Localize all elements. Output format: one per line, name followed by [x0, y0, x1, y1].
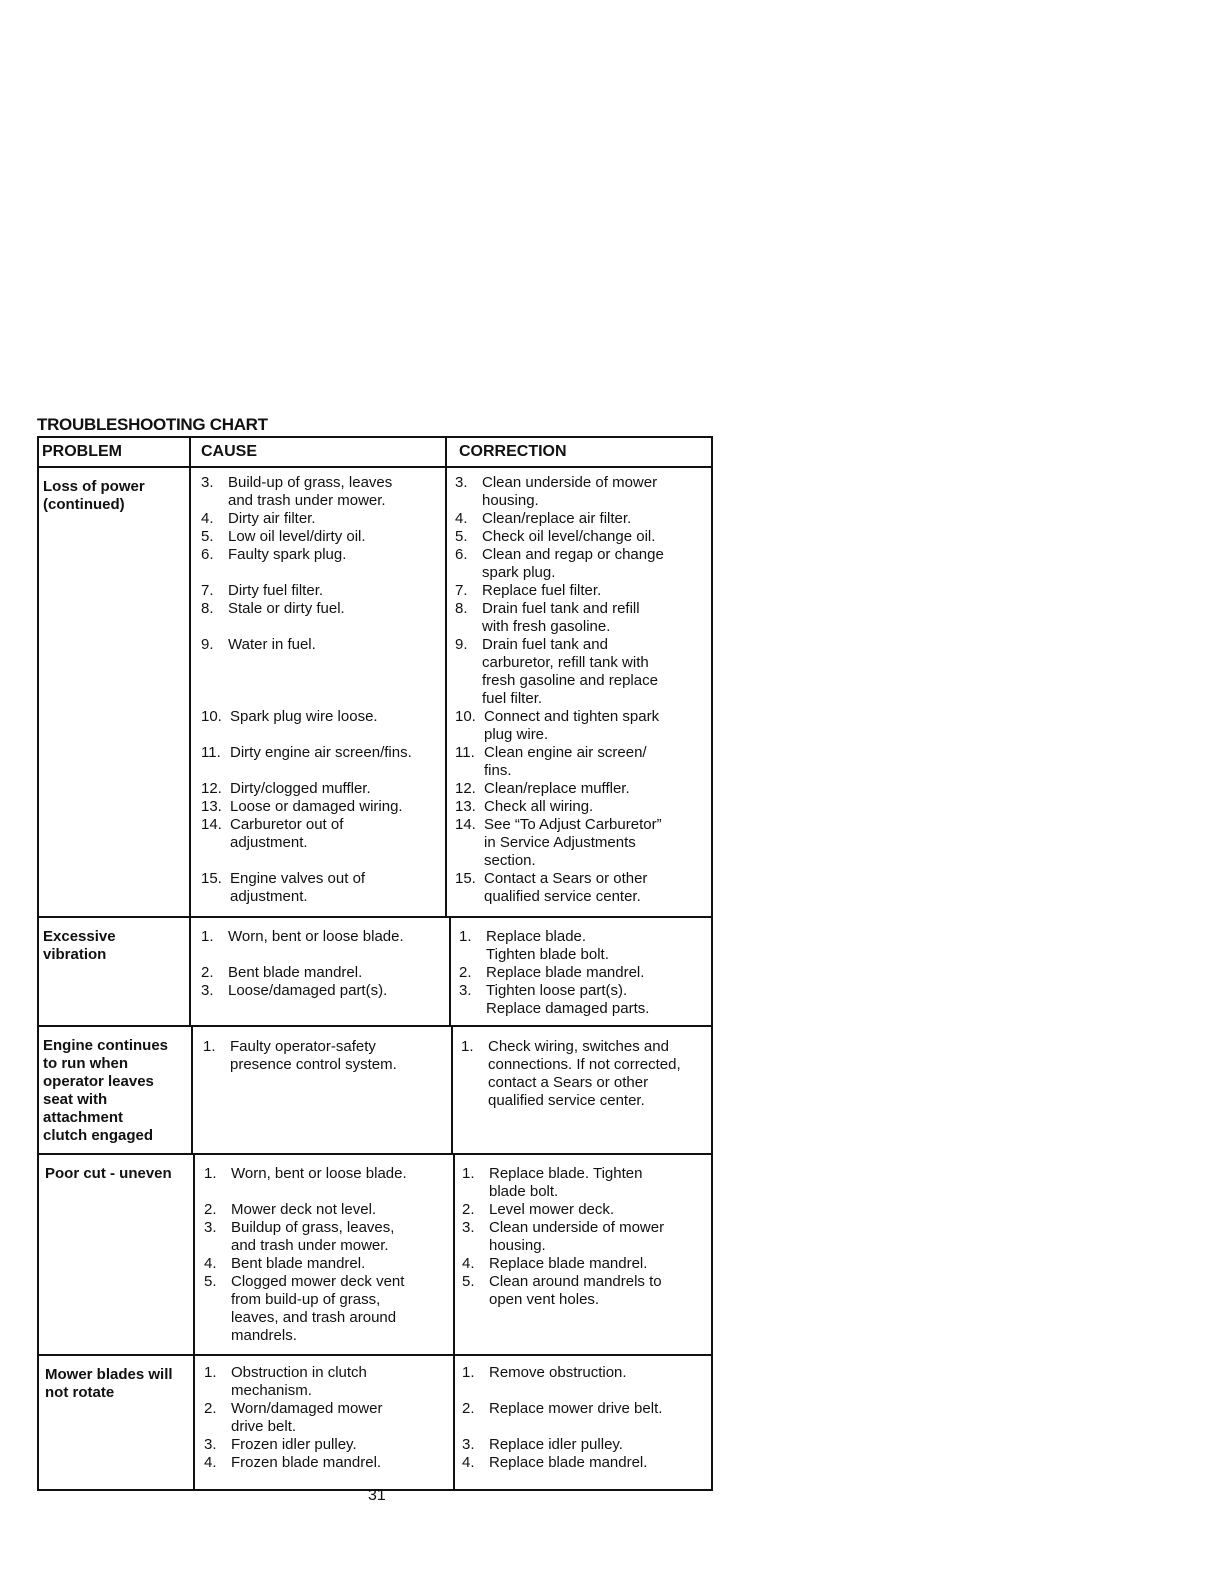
- correction-item: [455, 816, 713, 870]
- correction-item-text: carburetor, refill tank with: [482, 654, 649, 671]
- correction-item-text: housing.: [489, 1237, 546, 1254]
- correction-item-text: blade bolt.: [489, 1183, 559, 1200]
- cause-item-number: 15.: [201, 870, 222, 887]
- cause-item-number: 9.: [201, 636, 214, 653]
- cause-item: [201, 636, 451, 654]
- cause-item-number: 1.: [203, 1038, 216, 1055]
- correction-item-text: Replace blade mandrel.: [486, 964, 645, 981]
- cause-item-number: 2.: [204, 1201, 217, 1218]
- correction-item-text: Replace blade. Tighten: [489, 1165, 643, 1182]
- correction-item-text: Replace damaged parts.: [486, 1000, 650, 1017]
- cause-item-text: Low oil level/dirty oil.: [228, 528, 366, 545]
- correction-item-text: section.: [484, 852, 536, 869]
- cause-item: [204, 1400, 454, 1436]
- cause-item-text: Frozen blade mandrel.: [231, 1454, 382, 1471]
- cause-item-text: Worn, bent or loose blade.: [231, 1165, 407, 1182]
- column-divider: [189, 468, 191, 916]
- cause-item-text: Worn, bent or loose blade.: [228, 928, 404, 945]
- cause-item-text: Buildup of grass, leaves,: [231, 1219, 395, 1236]
- correction-item-text: Clean and regap or change: [482, 546, 664, 563]
- correction-item-text: qualified service center.: [484, 888, 641, 905]
- cause-item-number: 4.: [201, 510, 214, 527]
- cause-item: [201, 964, 451, 982]
- cause-item-text: Faulty operator-safety: [230, 1038, 376, 1055]
- cause-item-text: Dirty/clogged muffler.: [230, 780, 371, 797]
- table-header: [39, 438, 711, 468]
- correction-item-text: spark plug.: [482, 564, 556, 581]
- correction-item-number: 1.: [462, 1364, 475, 1381]
- correction-item: [462, 1400, 720, 1418]
- correction-item-text: Drain fuel tank and refill: [482, 600, 640, 617]
- cause-item: [204, 1436, 454, 1454]
- cause-item-number: 2.: [204, 1400, 217, 1417]
- cause-item: [204, 1219, 454, 1255]
- problem-line: (continued): [43, 496, 125, 513]
- correction-item-number: 11.: [455, 744, 475, 761]
- problem-line: to run when: [43, 1055, 128, 1072]
- correction-item-number: 1.: [462, 1165, 475, 1182]
- cause-item-text: Loose/damaged part(s).: [228, 982, 388, 999]
- cause-item-number: 3.: [204, 1436, 217, 1453]
- cause-item-number: 12.: [201, 780, 222, 797]
- troubleshooting-table: [37, 436, 713, 1491]
- cause-item-number: 3.: [201, 474, 214, 491]
- correction-item: [459, 964, 717, 982]
- cause-item-text: Dirty air filter.: [228, 510, 316, 527]
- cause-item-text: Worn/damaged mower: [231, 1400, 383, 1417]
- correction-item-number: 2.: [462, 1201, 475, 1218]
- correction-item-number: 7.: [455, 582, 468, 599]
- cause-item: [201, 600, 451, 618]
- correction-item-text: Replace blade.: [486, 928, 587, 945]
- cause-item: [204, 1273, 454, 1345]
- correction-item: [462, 1201, 720, 1219]
- cause-item-text: Stale or dirty fuel.: [228, 600, 345, 617]
- correction-item-number: 13.: [455, 798, 476, 815]
- correction-item-number: 3.: [455, 474, 468, 491]
- cause-item: [201, 744, 451, 762]
- cause-item-text: Carburetor out of: [230, 816, 344, 833]
- problem-line: Engine continues: [43, 1037, 169, 1054]
- cause-item-number: 14.: [201, 816, 222, 833]
- cause-item: [204, 1201, 454, 1219]
- correction-item-number: 1.: [461, 1038, 474, 1055]
- correction-item: [455, 708, 713, 744]
- correction-item-number: 8.: [455, 600, 468, 617]
- problem-line: clutch engaged: [43, 1127, 154, 1144]
- correction-item: [455, 744, 713, 780]
- cause-item: [201, 982, 451, 1000]
- correction-item-number: 15.: [455, 870, 476, 887]
- table-row: [39, 1155, 711, 1356]
- correction-item-text: Clean underside of mower: [482, 474, 658, 491]
- problem-line: Excessive: [43, 928, 116, 945]
- cause-item-text: Dirty fuel filter.: [228, 582, 324, 599]
- cause-item-text: Obstruction in clutch: [231, 1364, 367, 1381]
- column-divider: [193, 1155, 195, 1354]
- cause-item-text: adjustment.: [230, 834, 308, 851]
- correction-item-number: 9.: [455, 636, 468, 653]
- correction-item-text: in Service Adjustments: [484, 834, 636, 851]
- correction-item-number: 6.: [455, 546, 468, 563]
- cause-item-number: 4.: [204, 1255, 217, 1272]
- cause-item-text: and trash under mower.: [231, 1237, 389, 1254]
- correction-item-text: Tighten loose part(s).: [486, 982, 628, 999]
- correction-item-text: Check all wiring.: [484, 798, 594, 815]
- cause-item-number: 2.: [201, 964, 214, 981]
- problem-cell: [43, 478, 191, 514]
- correction-item: [455, 474, 713, 510]
- cause-item-number: 5.: [201, 528, 214, 545]
- table-row: [39, 918, 711, 1027]
- correction-item-text: qualified service center.: [488, 1092, 645, 1109]
- problem-line: seat with: [43, 1091, 108, 1108]
- correction-item: [455, 780, 713, 798]
- cause-item-number: 3.: [204, 1219, 217, 1236]
- correction-item: [455, 636, 713, 708]
- cause-item-text: Frozen idler pulley.: [231, 1436, 357, 1453]
- cause-item-number: 5.: [204, 1273, 217, 1290]
- cause-item: [201, 474, 451, 510]
- cause-item-text: Build-up of grass, leaves: [228, 474, 393, 491]
- table-row: [39, 1356, 711, 1491]
- correction-item: [455, 546, 713, 582]
- correction-item: [455, 510, 713, 528]
- cause-item-text: presence control system.: [230, 1056, 397, 1073]
- correction-item-text: See “To Adjust Carburetor”: [484, 816, 662, 833]
- cause-item-text: Dirty engine air screen/fins.: [230, 744, 412, 761]
- correction-item-text: plug wire.: [484, 726, 549, 743]
- cause-item-number: 6.: [201, 546, 214, 563]
- correction-item: [462, 1364, 720, 1382]
- cause-item-text: Spark plug wire loose.: [230, 708, 378, 725]
- correction-item-text: Check oil level/change oil.: [482, 528, 656, 545]
- cause-item-text: Loose or damaged wiring.: [230, 798, 403, 815]
- correction-item-text: Check wiring, switches and: [488, 1038, 669, 1055]
- cause-item-number: 7.: [201, 582, 214, 599]
- cause-item: [204, 1454, 454, 1472]
- correction-item-text: Clean/replace air filter.: [482, 510, 632, 527]
- cause-item-text: from build-up of grass,: [231, 1291, 381, 1308]
- correction-item-text: Clean around mandrels to: [489, 1273, 662, 1290]
- correction-item-text: fresh gasoline and replace: [482, 672, 658, 689]
- correction-item-number: 1.: [459, 928, 472, 945]
- correction-item-number: 4.: [455, 510, 468, 527]
- cause-item: [201, 816, 451, 852]
- correction-item-text: Contact a Sears or other: [484, 870, 648, 887]
- correction-item-text: Remove obstruction.: [489, 1364, 627, 1381]
- problem-cell: [43, 928, 191, 964]
- cause-item: [201, 546, 451, 564]
- correction-item: [462, 1255, 720, 1273]
- problem-cell: [45, 1165, 193, 1183]
- correction-item-number: 4.: [462, 1454, 475, 1471]
- cause-item-text: drive belt.: [231, 1418, 297, 1435]
- correction-item-text: Replace blade mandrel.: [489, 1255, 648, 1272]
- correction-item-text: Clean engine air screen/: [484, 744, 647, 761]
- cause-item: [201, 510, 451, 528]
- column-divider: [191, 1027, 193, 1153]
- cause-item-number: 3.: [201, 982, 214, 999]
- cause-item-text: and trash under mower.: [228, 492, 386, 509]
- correction-item-text: Connect and tighten spark: [484, 708, 660, 725]
- correction-item-text: Clean/replace muffler.: [484, 780, 630, 797]
- correction-header: CORRECTION: [459, 443, 567, 460]
- cause-item-text: leaves, and trash around: [231, 1309, 397, 1326]
- correction-item-number: 12.: [455, 780, 476, 797]
- correction-item-text: housing.: [482, 492, 539, 509]
- problem-line: operator leaves: [43, 1073, 154, 1090]
- correction-item-number: 3.: [459, 982, 472, 999]
- correction-item-text: fins.: [484, 762, 512, 779]
- page-number: 31: [368, 1487, 386, 1504]
- problem-cell: [45, 1366, 193, 1402]
- correction-item-text: with fresh gasoline.: [482, 618, 611, 635]
- table-body: [39, 468, 711, 1491]
- cause-item: [204, 1364, 454, 1400]
- problem-cell: [43, 1037, 191, 1145]
- problem-line: Mower blades will: [45, 1366, 173, 1383]
- correction-item: [462, 1454, 720, 1472]
- correction-item: [462, 1436, 720, 1454]
- chart-title: TROUBLESHOOTING CHART: [37, 415, 268, 434]
- correction-item: [455, 528, 713, 546]
- cause-item-text: Mower deck not level.: [231, 1201, 377, 1218]
- cause-item-number: 11.: [201, 744, 221, 761]
- correction-item-text: contact a Sears or other: [488, 1074, 649, 1091]
- table-row: [39, 1027, 711, 1155]
- problem-line: not rotate: [45, 1384, 115, 1401]
- correction-item-text: Tighten blade bolt.: [486, 946, 609, 963]
- cause-item-number: 4.: [204, 1454, 217, 1471]
- cause-item: [203, 1038, 453, 1074]
- correction-item-number: 2.: [462, 1400, 475, 1417]
- cause-item-text: Engine valves out of: [230, 870, 366, 887]
- cause-item: [201, 780, 451, 798]
- correction-item: [455, 798, 713, 816]
- correction-item-number: 14.: [455, 816, 476, 833]
- cause-item: [204, 1165, 454, 1183]
- cause-item-text: Bent blade mandrel.: [228, 964, 363, 981]
- cause-item: [201, 528, 451, 546]
- correction-item-text: Replace fuel filter.: [482, 582, 602, 599]
- cause-item-text: mechanism.: [231, 1382, 312, 1399]
- correction-item-text: open vent holes.: [489, 1291, 600, 1308]
- correction-item-text: Replace idler pulley.: [489, 1436, 623, 1453]
- correction-item-text: Replace blade mandrel.: [489, 1454, 648, 1471]
- correction-item-number: 2.: [459, 964, 472, 981]
- correction-item-number: 3.: [462, 1436, 475, 1453]
- cause-item-text: Bent blade mandrel.: [231, 1255, 366, 1272]
- correction-item: [455, 870, 713, 906]
- correction-item-text: fuel filter.: [482, 690, 543, 707]
- cause-item-number: 1.: [204, 1165, 217, 1182]
- cause-item-number: 10.: [201, 708, 222, 725]
- problem-line: Loss of power: [43, 478, 145, 495]
- cause-item-number: 8.: [201, 600, 214, 617]
- correction-item: [462, 1165, 720, 1201]
- correction-item-number: 10.: [455, 708, 476, 725]
- correction-item-text: connections. If not corrected,: [488, 1056, 681, 1073]
- cause-item-number: 1.: [204, 1364, 217, 1381]
- cause-item-text: mandrels.: [231, 1327, 297, 1344]
- correction-item-text: Replace mower drive belt.: [489, 1400, 663, 1417]
- correction-item: [459, 928, 717, 964]
- cause-item: [201, 582, 451, 600]
- cause-header: CAUSE: [201, 443, 258, 460]
- problem-line: attachment: [43, 1109, 124, 1126]
- correction-item-text: Clean underside of mower: [489, 1219, 665, 1236]
- cause-item: [201, 798, 451, 816]
- cause-item-number: 1.: [201, 928, 214, 945]
- correction-item: [461, 1038, 719, 1110]
- column-divider: [193, 1356, 195, 1489]
- cause-item-text: Water in fuel.: [228, 636, 316, 653]
- correction-item: [455, 600, 713, 636]
- correction-item: [459, 982, 717, 1018]
- cause-item: [201, 928, 451, 946]
- table-row: [39, 468, 711, 918]
- correction-item-number: 5.: [462, 1273, 475, 1290]
- cause-item-text: adjustment.: [230, 888, 308, 905]
- problem-line: Poor cut - uneven: [45, 1165, 172, 1182]
- cause-item-text: Clogged mower deck vent: [231, 1273, 405, 1290]
- problem-line: vibration: [43, 946, 107, 963]
- correction-item-text: Drain fuel tank and: [482, 636, 608, 653]
- cause-item-text: Faulty spark plug.: [228, 546, 347, 563]
- cause-item-number: 13.: [201, 798, 222, 815]
- correction-item-number: 5.: [455, 528, 468, 545]
- cause-item: [201, 708, 451, 726]
- cause-item: [201, 870, 451, 906]
- correction-item: [462, 1273, 720, 1309]
- correction-item-number: 3.: [462, 1219, 475, 1236]
- correction-item: [455, 582, 713, 600]
- correction-item-text: Level mower deck.: [489, 1201, 615, 1218]
- correction-item-number: 4.: [462, 1255, 475, 1272]
- correction-item: [462, 1219, 720, 1255]
- problem-header: PROBLEM: [42, 443, 122, 460]
- cause-item: [204, 1255, 454, 1273]
